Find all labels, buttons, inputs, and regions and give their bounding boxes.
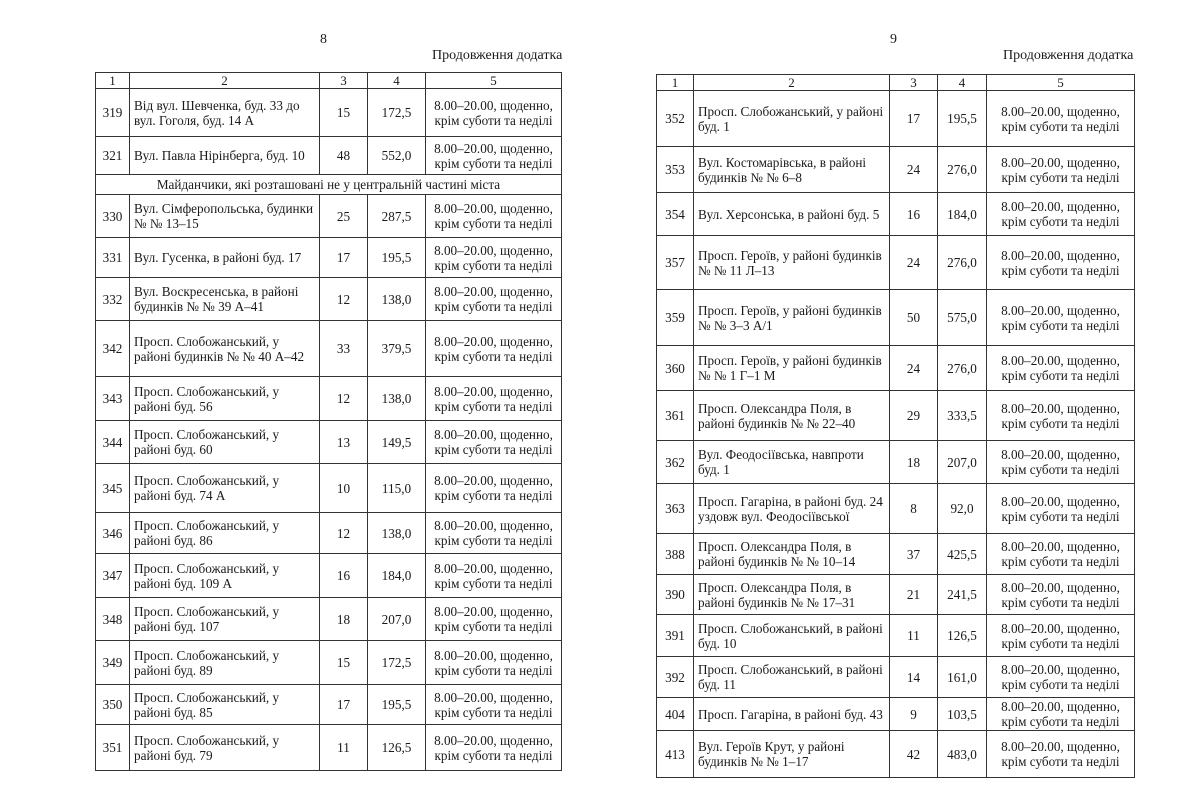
row-number: 361 (657, 391, 694, 441)
address-cell: Просп. Героїв, у районі будинків № № 11 Л–13 (694, 236, 890, 290)
quantity-cell: 14 (890, 657, 938, 698)
table-row (96, 137, 562, 175)
area-cell: 138,0 (368, 377, 426, 421)
hours-cell: 8.00–20.00, щоденно, крім суботи та неділі (426, 377, 562, 421)
table-row (96, 377, 562, 421)
address-cell: Просп. Олександра Поля, в районі будинків № № 17–31 (694, 575, 890, 615)
address-cell: Просп. Слобожанський, у районі буд. 109 А (130, 554, 320, 598)
hours-cell: 8.00–20.00, щоденно, крім суботи та неділі (987, 391, 1135, 441)
table-row (657, 731, 1135, 778)
table-row (96, 685, 562, 725)
row-number: 349 (96, 641, 130, 685)
table-row (96, 321, 562, 377)
area-cell: 241,5 (938, 575, 987, 615)
page-number: 9 (890, 32, 897, 47)
address-cell: Просп. Олександра Поля, в районі будинків № № 22–40 (694, 391, 890, 441)
area-cell: 276,0 (938, 236, 987, 290)
quantity-cell: 12 (320, 377, 368, 421)
area-cell: 126,5 (368, 725, 426, 771)
address-cell: Від вул. Шевченка, буд. 33 до вул. Гоголя, буд. 14 А (130, 89, 320, 137)
quantity-cell: 25 (320, 195, 368, 238)
row-number: 392 (657, 657, 694, 698)
quantity-cell: 16 (890, 193, 938, 236)
continuation-label: Продовження додатка (432, 48, 563, 63)
table-row (657, 193, 1135, 236)
address-cell: Просп. Слобожанський, у районі буд. 107 (130, 598, 320, 641)
address-cell: Вул. Костомарівська, в районі будинків № № 6–8 (694, 147, 890, 193)
table-row (96, 89, 562, 137)
quantity-cell: 13 (320, 421, 368, 464)
row-number: 332 (96, 278, 130, 321)
page-right (600, 0, 1200, 800)
hours-cell: 8.00–20.00, щоденно, крім суботи та неділі (987, 575, 1135, 615)
hours-cell: 8.00–20.00, щоденно, крім суботи та неділі (426, 513, 562, 554)
hours-cell: 8.00–20.00, щоденно, крім суботи та неділі (987, 534, 1135, 575)
table-row (96, 554, 562, 598)
row-number: 342 (96, 321, 130, 377)
address-cell: Вул. Героїв Крут, у районі будинків № № 1–17 (694, 731, 890, 778)
quantity-cell: 17 (320, 238, 368, 278)
area-cell: 103,5 (938, 698, 987, 731)
table-row (96, 513, 562, 554)
quantity-cell: 50 (890, 290, 938, 346)
hours-cell: 8.00–20.00, щоденно, крім суботи та неділі (426, 137, 562, 175)
row-number: 362 (657, 441, 694, 484)
hours-cell: 8.00–20.00, щоденно, крім суботи та неділі (987, 147, 1135, 193)
hours-cell: 8.00–20.00, щоденно, крім суботи та неділі (426, 421, 562, 464)
area-cell: 195,5 (368, 238, 426, 278)
address-cell: Вул. Гусенка, в районі буд. 17 (130, 238, 320, 278)
area-cell: 92,0 (938, 484, 987, 534)
address-cell: Просп. Слобожанський, у районі буд. 56 (130, 377, 320, 421)
quantity-cell: 15 (320, 641, 368, 685)
area-cell: 207,0 (368, 598, 426, 641)
quantity-cell: 17 (320, 685, 368, 725)
area-cell: 575,0 (938, 290, 987, 346)
column-header: 3 (890, 75, 938, 91)
hours-cell: 8.00–20.00, щоденно, крім суботи та неділі (426, 725, 562, 771)
table-row (96, 421, 562, 464)
quantity-cell: 12 (320, 278, 368, 321)
area-cell: 138,0 (368, 513, 426, 554)
page-number: 8 (320, 32, 327, 47)
hours-cell: 8.00–20.00, щоденно, крім суботи та неділі (426, 685, 562, 725)
quantity-cell: 8 (890, 484, 938, 534)
row-number: 391 (657, 615, 694, 657)
column-header: 4 (368, 73, 426, 89)
area-cell: 172,5 (368, 89, 426, 137)
table-row (657, 147, 1135, 193)
hours-cell: 8.00–20.00, щоденно, крім суботи та неділі (987, 91, 1135, 147)
row-number: 413 (657, 731, 694, 778)
column-header: 2 (694, 75, 890, 91)
row-number: 404 (657, 698, 694, 731)
hours-cell: 8.00–20.00, щоденно, крім суботи та неділі (987, 290, 1135, 346)
hours-cell: 8.00–20.00, щоденно, крім суботи та неділі (426, 195, 562, 238)
section-title: Майданчики, які розташовані не у центральній частині міста (96, 175, 562, 195)
hours-cell: 8.00–20.00, щоденно, крім суботи та неділі (426, 464, 562, 513)
quantity-cell: 12 (320, 513, 368, 554)
row-number: 345 (96, 464, 130, 513)
row-number: 360 (657, 346, 694, 391)
row-number: 331 (96, 238, 130, 278)
row-number: 354 (657, 193, 694, 236)
address-cell: Просп. Слобожанський, у районі буд. 60 (130, 421, 320, 464)
row-number: 363 (657, 484, 694, 534)
address-cell: Просп. Слобожанський, у районі буд. 79 (130, 725, 320, 771)
hours-cell: 8.00–20.00, щоденно, крім суботи та неділі (987, 193, 1135, 236)
address-cell: Вул. Херсонська, в районі буд. 5 (694, 193, 890, 236)
hours-cell: 8.00–20.00, щоденно, крім суботи та неділі (987, 484, 1135, 534)
table-row (657, 391, 1135, 441)
hours-cell: 8.00–20.00, щоденно, крім суботи та неділі (426, 89, 562, 137)
column-header: 1 (657, 75, 694, 91)
row-number: 319 (96, 89, 130, 137)
quantity-cell: 42 (890, 731, 938, 778)
area-cell: 115,0 (368, 464, 426, 513)
address-cell: Просп. Слобожанський, у районі буд. 1 (694, 91, 890, 147)
header-row (96, 73, 562, 89)
table-row (657, 698, 1135, 731)
quantity-cell: 17 (890, 91, 938, 147)
table-row (657, 290, 1135, 346)
row-number: 388 (657, 534, 694, 575)
table-row (96, 278, 562, 321)
column-header: 4 (938, 75, 987, 91)
address-cell: Просп. Слобожанський, у районі буд. 85 (130, 685, 320, 725)
column-header: 5 (426, 73, 562, 89)
hours-cell: 8.00–20.00, щоденно, крім суботи та неділі (987, 346, 1135, 391)
area-cell: 195,5 (938, 91, 987, 147)
address-cell: Просп. Слобожанський, у районі буд. 89 (130, 641, 320, 685)
column-header: 1 (96, 73, 130, 89)
table-row (96, 195, 562, 238)
address-cell: Просп. Слобожанський, у районі будинків № № 40 А–42 (130, 321, 320, 377)
address-cell: Просп. Слобожанський, в районі буд. 11 (694, 657, 890, 698)
area-cell: 379,5 (368, 321, 426, 377)
row-number: 347 (96, 554, 130, 598)
table-row (657, 484, 1135, 534)
quantity-cell: 18 (890, 441, 938, 484)
hours-cell: 8.00–20.00, щоденно, крім суботи та неділі (426, 598, 562, 641)
continuation-label: Продовження додатка (1003, 48, 1134, 63)
row-number: 390 (657, 575, 694, 615)
address-cell: Просп. Героїв, у районі будинків № № 1 Г–1 М (694, 346, 890, 391)
hours-cell: 8.00–20.00, щоденно, крім суботи та неділі (426, 641, 562, 685)
address-cell: Вул. Павла Нірінберга, буд. 10 (130, 137, 320, 175)
row-number: 353 (657, 147, 694, 193)
address-cell: Просп. Слобожанський, у районі буд. 86 (130, 513, 320, 554)
quantity-cell: 18 (320, 598, 368, 641)
area-cell: 276,0 (938, 147, 987, 193)
area-cell: 287,5 (368, 195, 426, 238)
table-row (657, 441, 1135, 484)
area-cell: 207,0 (938, 441, 987, 484)
quantity-cell: 29 (890, 391, 938, 441)
row-number: 343 (96, 377, 130, 421)
area-cell: 184,0 (368, 554, 426, 598)
hours-cell: 8.00–20.00, щоденно, крім суботи та неділі (426, 238, 562, 278)
address-cell: Просп. Героїв, у районі будинків № № 3–3 А/1 (694, 290, 890, 346)
area-cell: 276,0 (938, 346, 987, 391)
row-number: 346 (96, 513, 130, 554)
header-row (657, 75, 1135, 91)
table-row (96, 598, 562, 641)
data-table (95, 72, 562, 771)
address-cell: Вул. Воскресенська, в районі будинків № № 39 А–41 (130, 278, 320, 321)
quantity-cell: 48 (320, 137, 368, 175)
table-row (657, 657, 1135, 698)
table-row (657, 91, 1135, 147)
table-row (657, 534, 1135, 575)
hours-cell: 8.00–20.00, щоденно, крім суботи та неділі (987, 236, 1135, 290)
area-cell: 172,5 (368, 641, 426, 685)
table-row (657, 575, 1135, 615)
row-number: 350 (96, 685, 130, 725)
row-number: 348 (96, 598, 130, 641)
quantity-cell: 9 (890, 698, 938, 731)
table-row (657, 615, 1135, 657)
area-cell: 333,5 (938, 391, 987, 441)
area-cell: 195,5 (368, 685, 426, 725)
quantity-cell: 24 (890, 236, 938, 290)
column-header: 5 (987, 75, 1135, 91)
area-cell: 184,0 (938, 193, 987, 236)
area-cell: 425,5 (938, 534, 987, 575)
row-number: 330 (96, 195, 130, 238)
quantity-cell: 15 (320, 89, 368, 137)
table-row (96, 464, 562, 513)
hours-cell: 8.00–20.00, щоденно, крім суботи та неділі (987, 657, 1135, 698)
hours-cell: 8.00–20.00, щоденно, крім суботи та неділі (987, 441, 1135, 484)
table-row (96, 238, 562, 278)
address-cell: Просп. Слобожанський, у районі буд. 74 А (130, 464, 320, 513)
row-number: 351 (96, 725, 130, 771)
hours-cell: 8.00–20.00, щоденно, крім суботи та неділі (987, 731, 1135, 778)
hours-cell: 8.00–20.00, щоденно, крім суботи та неділі (987, 615, 1135, 657)
hours-cell: 8.00–20.00, щоденно, крім суботи та неділі (426, 321, 562, 377)
row-number: 357 (657, 236, 694, 290)
quantity-cell: 33 (320, 321, 368, 377)
quantity-cell: 24 (890, 346, 938, 391)
table-row (657, 346, 1135, 391)
section-row (96, 175, 562, 195)
area-cell: 161,0 (938, 657, 987, 698)
table-row (657, 236, 1135, 290)
address-cell: Просп. Гагаріна, в районі буд. 43 (694, 698, 890, 731)
area-cell: 149,5 (368, 421, 426, 464)
column-header: 2 (130, 73, 320, 89)
table-row (96, 725, 562, 771)
row-number: 321 (96, 137, 130, 175)
quantity-cell: 10 (320, 464, 368, 513)
row-number: 344 (96, 421, 130, 464)
column-header: 3 (320, 73, 368, 89)
quantity-cell: 21 (890, 575, 938, 615)
row-number: 352 (657, 91, 694, 147)
quantity-cell: 16 (320, 554, 368, 598)
hours-cell: 8.00–20.00, щоденно, крім суботи та неділі (426, 554, 562, 598)
quantity-cell: 37 (890, 534, 938, 575)
address-cell: Просп. Гагаріна, в районі буд. 24 уздовж вул. Феодосіївської (694, 484, 890, 534)
quantity-cell: 24 (890, 147, 938, 193)
address-cell: Просп. Слобожанський, в районі буд. 10 (694, 615, 890, 657)
table-row (96, 641, 562, 685)
hours-cell: 8.00–20.00, щоденно, крім суботи та неділі (426, 278, 562, 321)
address-cell: Просп. Олександра Поля, в районі будинків № № 10–14 (694, 534, 890, 575)
quantity-cell: 11 (320, 725, 368, 771)
hours-cell: 8.00–20.00, щоденно, крім суботи та неділі (987, 698, 1135, 731)
row-number: 359 (657, 290, 694, 346)
quantity-cell: 11 (890, 615, 938, 657)
area-cell: 483,0 (938, 731, 987, 778)
address-cell: Вул. Сімферопольська, будинки № № 13–15 (130, 195, 320, 238)
area-cell: 138,0 (368, 278, 426, 321)
area-cell: 126,5 (938, 615, 987, 657)
area-cell: 552,0 (368, 137, 426, 175)
address-cell: Вул. Феодосіївська, навпроти буд. 1 (694, 441, 890, 484)
data-table (656, 74, 1135, 778)
